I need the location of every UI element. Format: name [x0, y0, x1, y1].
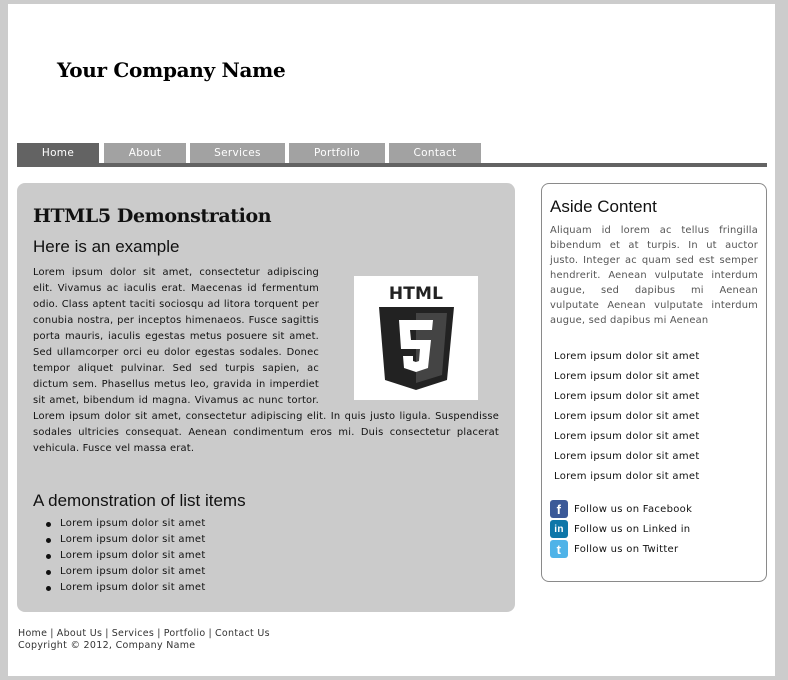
aside-link[interactable]: Lorem ipsum dolor sit amet [554, 391, 700, 402]
article-body [33, 265, 499, 457]
aside-link[interactable]: Lorem ipsum dolor sit amet [554, 411, 700, 422]
copyright-text: Copyright © 2012, Company Name [18, 640, 196, 651]
aside-link[interactable]: Lorem ipsum dolor sit amet [554, 431, 700, 442]
facebook-link[interactable] [550, 499, 692, 519]
twitter-link-label: Follow us on Twitter [574, 543, 679, 555]
linkedin-link[interactable] [550, 519, 692, 539]
section-heading-list: A demonstration of list items [33, 491, 246, 510]
footer [18, 628, 270, 651]
nav-item-contact[interactable]: Contact [389, 143, 481, 164]
main-content [17, 183, 515, 612]
nav-item-portfolio[interactable]: Portfolio [289, 143, 385, 164]
nav-item-about[interactable]: About [104, 143, 186, 164]
nav-item-services[interactable]: Services [190, 143, 285, 164]
footer-link-home[interactable]: Home [18, 628, 48, 639]
footer-separator: | [50, 628, 54, 639]
aside-link-list [554, 347, 700, 487]
aside-link[interactable]: Lorem ipsum dolor sit amet [554, 371, 700, 382]
twitter-icon: t [550, 540, 568, 558]
list-item: Lorem ipsum dolor sit amet [60, 516, 206, 532]
nav-underline [17, 163, 767, 167]
facebook-icon: f [550, 500, 568, 518]
footer-link-services[interactable]: Services [111, 628, 155, 639]
aside-title: Aside Content [550, 197, 657, 216]
aside-link[interactable]: Lorem ipsum dolor sit amet [554, 351, 700, 362]
aside-link[interactable]: Lorem ipsum dolor sit amet [554, 471, 700, 482]
aside-link[interactable]: Lorem ipsum dolor sit amet [554, 451, 700, 462]
footer-link-about-us[interactable]: About Us [56, 628, 103, 639]
list-item: Lorem ipsum dolor sit amet [60, 580, 206, 596]
html5-logo [354, 276, 478, 400]
list-item: Lorem ipsum dolor sit amet [60, 532, 206, 548]
footer-separator: | [208, 628, 212, 639]
article-paragraph: Lorem ipsum dolor sit amet, consectetur adipiscing elit. Vivamus ac iaculis erat. Maecenas id fermentum odio. Class aptent taciti sociosqu ad litora torquent per conubia nostra, per inceptos himenaeos. Fusce sagittis porta mauris, iaculis egestas metus posuere sit amet. Sed ullamcorper orci eu dolor egestas sodales. Donec tempor aliquet pulvinar. Sed sed turpis sapien, ac dictum sem. Phasellus metus leo, gravida in imperdiet sit amet, bibendum id magna. Vivamus ac nunc tortor. Lorem ipsum dolor sit amet, consectetur adipiscing elit. In quis justo ligula. Suspendisse sodales ultricies consequat. Aenean condimentum eros mi. Duis consectetur placerat vehicula. Fusce vel massa erat. [33, 267, 499, 454]
page-container [8, 4, 775, 676]
company-name: Your Company Name [57, 58, 286, 82]
aside-text: Aliquam id lorem ac tellus fringilla bibendum et at turpis. In ut auctor justo. Integer ac quam sed est semper hendrerit. Aenean vulputate interdum augue, sed dapibus mi Aenean vulputate Aenean vulputate interdum augue, sed dapibus mi Aenean [550, 225, 758, 326]
footer-nav [18, 628, 270, 639]
footer-separator: | [105, 628, 109, 639]
twitter-link[interactable] [550, 539, 692, 559]
html5-logo-text: HTML [388, 284, 444, 304]
facebook-link-label: Follow us on Facebook [574, 503, 693, 515]
footer-separator: | [157, 628, 161, 639]
footer-link-contact-us[interactable]: Contact Us [215, 628, 270, 639]
aside-panel [541, 183, 767, 582]
list-item: Lorem ipsum dolor sit amet [60, 564, 206, 580]
linkedin-link-label: Follow us on Linked in [574, 523, 691, 535]
footer-link-portfolio[interactable]: Portfolio [163, 628, 206, 639]
social-links [550, 499, 692, 559]
bullet-list [33, 516, 206, 596]
section-heading-example: Here is an example [33, 237, 180, 256]
nav-item-home[interactable]: Home [17, 143, 99, 164]
list-item: Lorem ipsum dolor sit amet [60, 548, 206, 564]
page-title: HTML5 Demonstration [33, 205, 272, 227]
linkedin-icon: in [550, 520, 568, 538]
